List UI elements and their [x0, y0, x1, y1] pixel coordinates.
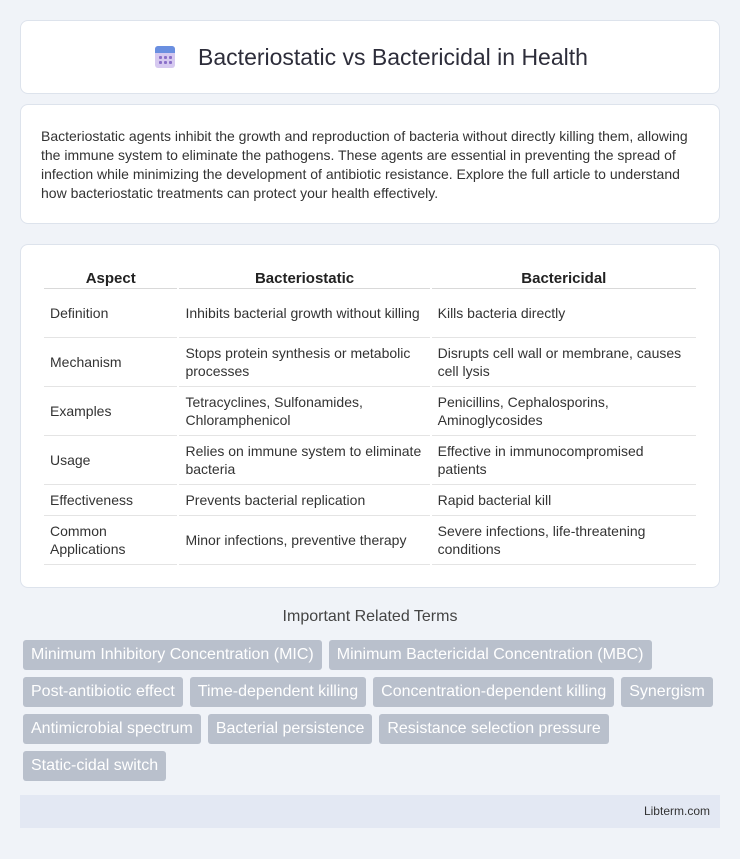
table-header: Aspect: [44, 265, 177, 289]
related-term-chip[interactable]: Resistance selection pressure: [379, 714, 608, 744]
comparison-table: [42, 265, 698, 565]
table-cell: Penicillins, Cephalosporins, Aminoglycosides: [432, 387, 696, 436]
table-row: [44, 338, 696, 387]
table-cell: Effective in immunocompromised patients: [432, 436, 696, 485]
page-title: Bacteriostatic vs Bactericidal in Health: [198, 43, 588, 70]
related-terms-list: [23, 640, 723, 781]
related-term-chip[interactable]: Minimum Inhibitory Concentration (MIC): [23, 640, 322, 670]
related-term-chip[interactable]: Time-dependent killing: [190, 677, 366, 707]
related-term-chip[interactable]: Bacterial persistence: [208, 714, 373, 744]
related-term-chip[interactable]: Concentration-dependent killing: [373, 677, 614, 707]
related-term-chip[interactable]: Synergism: [621, 677, 713, 707]
table-cell: Examples: [44, 387, 177, 436]
related-term-chip[interactable]: Minimum Bactericidal Concentration (MBC): [329, 640, 652, 670]
table-cell: Stops protein synthesis or metabolic processes: [179, 338, 429, 387]
table-cell: Mechanism: [44, 338, 177, 387]
table-cell: Tetracyclines, Sulfonamides, Chloramphenicol: [179, 387, 429, 436]
related-term-chip[interactable]: Post-antibiotic effect: [23, 677, 183, 707]
comparison-table-card: [20, 244, 720, 588]
table-cell: Rapid bacterial kill: [432, 485, 696, 516]
table-cell: Minor infections, preventive therapy: [179, 516, 429, 565]
table-cell: Definition: [44, 289, 177, 338]
table-cell: Relies on immune system to eliminate bacteria: [179, 436, 429, 485]
table-cell: Usage: [44, 436, 177, 485]
table-cell: Prevents bacterial replication: [179, 485, 429, 516]
table-cell: Disrupts cell wall or membrane, causes cell lysis: [432, 338, 696, 387]
footer-brand-link[interactable]: Libterm.com: [643, 804, 710, 818]
table-cell: Severe infections, life-threatening conditions: [432, 516, 696, 565]
footer: [20, 795, 720, 828]
table-header: Bactericidal: [432, 265, 696, 289]
document-icon: [152, 44, 178, 70]
table-row: [44, 516, 696, 565]
intro-card: [20, 104, 720, 224]
table-cell: Common Applications: [44, 516, 177, 565]
table-header: Bacteriostatic: [179, 265, 429, 289]
table-row: [44, 436, 696, 485]
table-cell: Effectiveness: [44, 485, 177, 516]
table-cell: Kills bacteria directly: [432, 289, 696, 338]
table-header-row: [44, 265, 696, 289]
related-term-chip[interactable]: Antimicrobial spectrum: [23, 714, 201, 744]
related-terms-title: Important Related Terms: [282, 608, 458, 625]
header-card: [20, 20, 720, 94]
table-cell: Inhibits bacterial growth without killing: [179, 289, 429, 338]
related-term-chip[interactable]: Static-cidal switch: [23, 751, 166, 781]
intro-text: Bacteriostatic agents inhibit the growth and reproduction of bacteria without directly killing them, allowing the immune system to eliminate the pathogens. These agents are essential in preventing the spread of infection while minimizing the development of antibiotic resistance. Explore the full article to understand how bacteriostatic treatments can protect your health effectively.: [41, 128, 688, 201]
table-row: [44, 387, 696, 436]
table-row: [44, 485, 696, 516]
table-row: [44, 289, 696, 338]
